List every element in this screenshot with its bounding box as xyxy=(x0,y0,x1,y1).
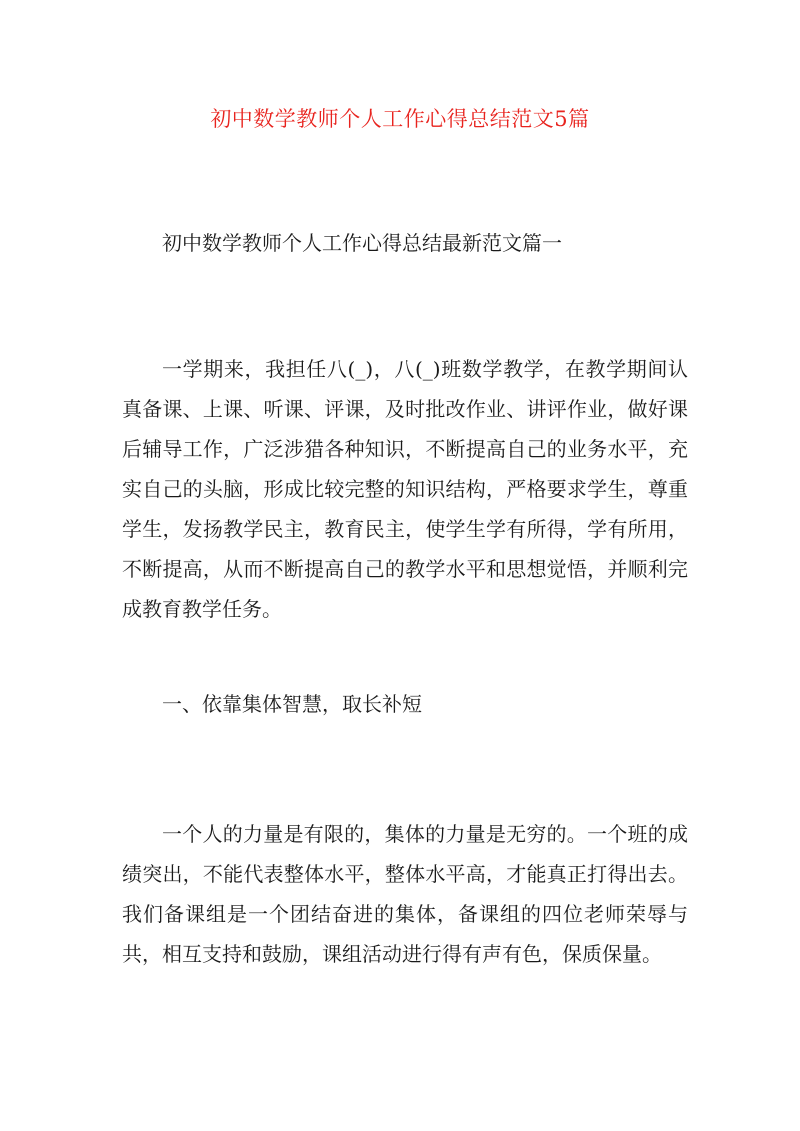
document-title: 初中数学教师个人工作心得总结范文5篇 xyxy=(210,107,590,131)
article-subtitle: 初中数学教师个人工作心得总结最新范文篇一 xyxy=(162,231,562,255)
paragraph-intro: 一学期来，我担任八(_)，八(_)班数学教学，在教学期间认真备课、上课、听课、评课，及时批改作业、讲评作业，做好课后辅导工作，广泛涉猎各种知识，不断提高自己的业务水平，充实自己的头脑，形成比较完整的知识结构，严格要求学生，尊重学生，发扬教学民主，教育民主，使学生学有所得，学有所用，不断提高，从而不断提高自己的教学水平和思想觉悟，并顺利完成教育教学任务。 xyxy=(122,357,688,621)
section-heading: 一、依靠集体智慧，取长补短 xyxy=(162,692,422,716)
paragraph-collective: 一个人的力量是有限的，集体的力量是无穷的。一个班的成绩突出，不能代表整体水平，整体水平高，才能真正打得出去。我们备课组是一个团结奋进的集体，备课组的四位老师荣辱与共，相互支持和鼓励，课组活动进行得有声有色，保质保量。 xyxy=(122,822,688,966)
